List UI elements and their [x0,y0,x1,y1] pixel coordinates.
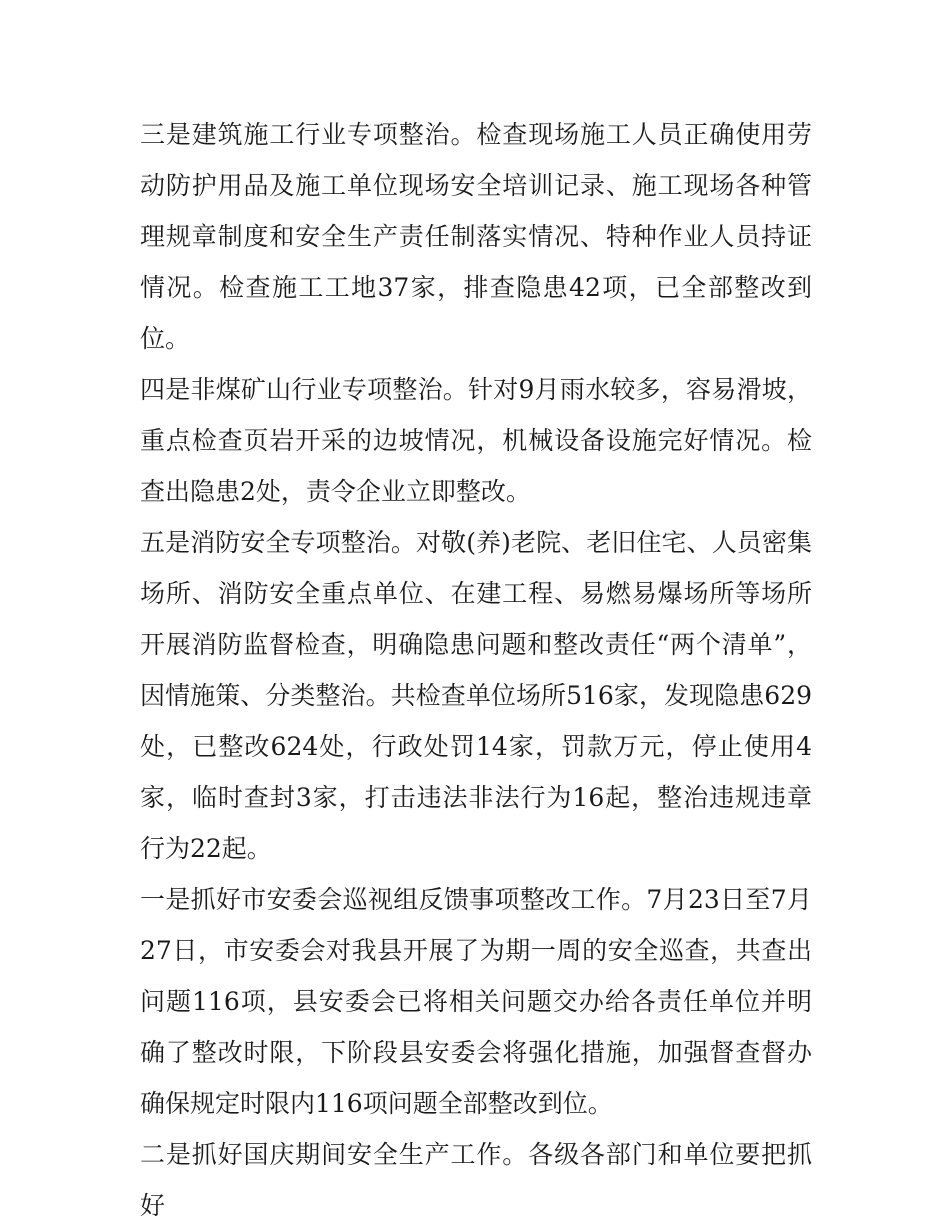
paragraph-national-day-safety: 二是抓好国庆期间安全生产工作。各级各部门和单位要把抓好 [140,1140,812,1220]
paragraph-construction-rectification: 三是建筑施工行业专项整治。检查现场施工人员正确使用劳动防护用品及施工单位现场安全培训记录、施工现场各种管理规章制度和安全生产责任制落实情况、特种作业人员持证情况。检查施工工地37家，排查隐患42项，已全部整改到位。 [140,120,812,353]
paragraph-mining-rectification: 四是非煤矿山行业专项整治。针对9月雨水较多，容易滑坡，重点检查页岩开采的边坡情况，机械设备设施完好情况。检查出隐患2处，责令企业立即整改。 [140,375,812,506]
paragraph-inspection-feedback: 一是抓好市安委会巡视组反馈事项整改工作。7月23日至7月27日，市安委会对我县开展了为期一周的安全巡查，共查出问题116项，县安委会已将相关问题交办给各责任单位并明确了整改时限，下阶段县安委会将强化措施，加强督查督办确保规定时限内116项问题全部整改到位。 [140,885,812,1118]
document-body [140,109,812,1231]
paragraph-fire-safety-rectification: 五是消防安全专项整治。对敬(养)老院、老旧住宅、人员密集场所、消防安全重点单位、在建工程、易燃易爆场所等场所开展消防监督检查，明确隐患问题和整改责任“两个清单”，因情施策、分类整治。共检查单位场所516家，发现隐患629处，已整改624处，行政处罚14家，罚款万元，停止使用4家，临时查封3家，打击违法非法行为16起，整治违规违章行为22起。 [140,528,812,863]
